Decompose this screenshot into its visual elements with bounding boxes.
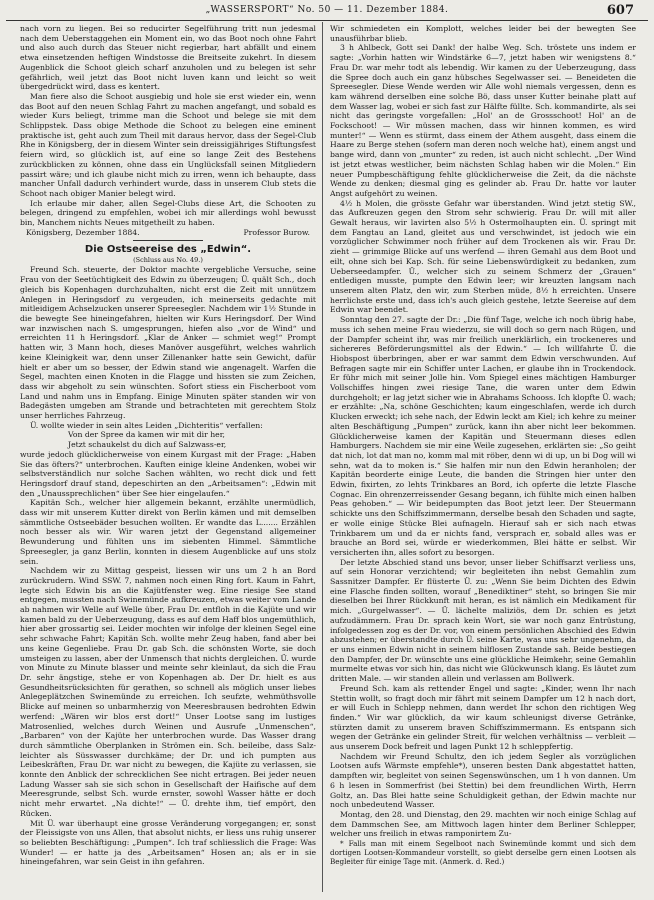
article-subtitle: (Schluss aus No. 49.): [133, 256, 203, 265]
story-paragraph: Kapitän Sch., welcher hier allgemein bekannt, erzählte unermüdlich, dass wir mit unserem Kutter direkt von Berlin kämen und mit demselben sämmtliche Ostseebäder besuchen wollten. Er wandte das L....... Erzählen noch besser als wir. Wir waren jetzt der Gegenstand allgemeiner Bewunderung und fühlten uns im siebenten Himmel. Sämmtliche Spreesegler, ja ganz Berlin, konnten in diesem Augenblicke auf uns stolz sein.: [20, 498, 316, 566]
article-title: Die Ostseereise des „Edwin“.: [84, 244, 252, 256]
section-divider: [133, 240, 203, 241]
story-paragraph: Freund Sch. steuerte, der Doktor machte vergebliche Versuche, seine Frau von der Seetüchtigkeit des Edwin zu überzeugen; Ü. quält Sch., doch gleich bis Kopenhagen durchzuhalten, nicht erst die Zeit mit unnützem Anlegen in Heringsdorf zu vergeuden, ich meinerseits gedachte mit mitleidigem Achselzucken unserer Spreesegler. Nachdem wir 1½ Stunde in die bewegte See hineingefahren, hielten wir Kurs Heringsdorf. Der Wind war inzwischen nach S. umgesprungen, hiefen also „vor de Wind“ und erreichten 11 h Heringsdorf. „Klar de Anker — schmiet weg!“ Prompt hatten wir, 3 Mann hoch, dieses Manöver ausgeführt, welches wahrlich keine Kleinigkeit war, denn unser Zillenanker hatte sein Gewicht, dafür hielt er aber um so besser, der Edwin stand wie angenagelt. Warfen die Segel, machten einen Knoten in die Flagge und hissten sie zum Zeichen, dass wir abgeholt zu sein wünschten. Sofort stiess ein Fischerboot vom Land und nahm uns in Empfang. Einige Minuten später standen wir von Badegästen umgeben am Strande und betrachteten mit gerechtem Stolz unser herrliches Fahrzeug.: [20, 265, 316, 421]
intro-paragraph: nach vorn zu liegen. Bei so reducirter Segelführung tritt nun jedesmal nach dem Ueberstaggehen ein Moment ein, wo das Boot noch ohne Fahrt und also auch durch das Steuer nicht regierbar, hart abfällt und einem etwa einsetzenden heftigen Windstosse die Breitseite zukehrt. In diesem Augenblick die Schoot gleich scharf anzuholen und zu belegen ist sehr gefährlich, weil jetzt das Boot nicht luven kann und leicht so weit übergedrückt wird, dass es kentert.: [20, 24, 316, 92]
page-number: 607: [606, 3, 634, 18]
story-paragraph: Montag, den 28. und Dienstag, den 29. machten wir noch einige Schlag auf dem Dammschen See, am Mittwoch lagen hinter dem Berliner Schlepper, welcher uns freilich in etwas ramponirtem Zu-: [330, 809, 636, 839]
story-paragraph: Ü. wollte wieder in sein altes Leiden „Dichteritis“ verfallen:: [30, 420, 263, 430]
publication-title: „WASSERSPORT“ No. 50 — 11. Dezember 1884.: [205, 5, 449, 15]
story-paragraph: wurde jedoch glücklicherweise von einem Kurgast mit der Frage: „Haben Sie das öfters?“ unterbrochen. Kauften einige kleine Andenken, wobei wir selbstverständlich nur solche Sachen wählten, wo recht dick und fett Heringsdorf drauf stand, depeschirten an den „Arbeitsamen“: „Edwin mit den „Unaussprechlichen“ über See hier eingelaufen.“: [20, 449, 316, 498]
story-paragraph: 4½ h Molen, die grösste Gefahr war überstanden. Wind jetzt stetig SW., das Aufkreuzen gegen den Strom sehr schwierig. Frau Dr. will mit aller Gewalt heraus, wir lavirten also 5½ h Ostermolhaupten ein. Ü. springt mit dem Fangtau an Land, gleitet aus und verschwindet, ist jedoch wie ein vorzüglicher Schwimmer noch früher auf dem Trockenen als wir. Frau Dr. zieht — grimmige Blicke auf uns werfend — ihren Gemahl aus dem Boot und eilt, ohne sich bei Kap. Sch. für seine Liebenswürdigkeit zu bedanken, zum Ueberseedampfer. Ü., welcher sich zu seinem Schmerz der „Grauen“ entledigen musste, pumpte den Edwin leer; wir kreuzten langsam nach unserem alten Platz, den wir, zum Sterben müde, 8½ h erreichten. Unsere herrlichste erste und, dass ich's auch gleich gestehe, letzte Seereise auf dem Edwin war beendet.: [330, 198, 636, 315]
signature-place: Königsberg, Dezember 1884.: [26, 227, 140, 237]
story-paragraph: Nachdem wir Freund Schultz, den ich jedem Segler als vorzüglichen Lootsen aufs Wärmste empfehle*), unseren besten Dank abgestattet hatten, dampften wir, begleitet von seinen Segenswünschen, um 1 h von dannen. Um 6 h lesen in Sommerfrist (bei Stettin) bei dem freundlichen Wirth, Herrn Goltz, an. Das Blei hatte seine Schuldigkeit gethan, der Edwin machte nur noch unbedeutend Wasser.: [330, 751, 636, 810]
signature-author: Professor Burow.: [243, 227, 310, 237]
intro-paragraph: Ich erlaube mir daher, allen Segel-Clubs diese Art, die Schooten zu belegen, dringend zu empfehlen, wobei ich mir allerdings wohl bewusst bin, Manchem nichts Neues mitgetheilt zu haben.: [20, 198, 316, 228]
footnote: * Falls man mit einem Segelboot nach Swinemünde kommt und sich dem dortigen Lootsen-Kommandeur vorstellt, so giebt derselbe gern einen Lootsen als Begleiter für einige Tage mit. (Anmerk. d. Red.): [330, 839, 636, 867]
right-column: [330, 24, 636, 894]
verse-line: Jetzt schaukelst du dich auf Salzwass-er,: [68, 440, 227, 450]
story-paragraph: Nachdem wir zu Mittag gespeist, liessen wir uns um 2 h an Bord zurückrudern. Wind SSW. 7, nahmen noch einen Ring fort. Kaum in Fahrt, legte sich Edwin bis an die Kajütfenster weg. Eine riesige See stand entgegen, mussten nach Swinemünde aufkreuzen, etwas weiter vom Lande ab nahmen wir Welle auf Welle über, Frau Dr. entfloh in die Kajüte und wir kamen bald zu der Ueberzeugung, dass es auf dem Haff blos ungemüthlich, hier aber grossartig sei. Leider mochten wir infolge der kleinen Segel eine sehr schwache Fahrt; Kapitän Sch. wollte mehr Zeug haben, fand aber bei uns keine Gegenliebe. Frau Dr. gab Sch. die schönsten Worte, sie doch umsteigen zu lassen, aber der Unmensch that nichts dergleichen. Ü. wurde von Minute zu Minute blasser und meinte sehr kleinlaut, da sich die Frau Dr. sehr ängstige, stehe er von Kopenhagen ab. Der Dr. hielt es aus Gesundheitsrücksichten für gerathen, so schnell als möglich unser liebes Anlegeplätzchen Swinemünde zu erreichen. Ich seufzte, wehmüthsvolle Blicke auf meinen so unbarmherzig von Meeresbrausen bedrohten Edwin werfend: „Wären wir blos erst dort!“ Unser Lootse sang im lustiges Matrosenlied, welches durch Weinen und Ausrufe „Unmenschen“, „Barbaren“ von der Kajüte her unterbrochen wurde. Das Wasser drang durch sämmtliche Oberplanken in Strömen ein. Sch. beileibe, dass Salz- leichter als Süsswasser durchkäme; der Dr. und ich pumpten aus Leibeskräften, Frau Dr. war nicht zu bewegen, die Kajüte zu verlassen, sie konnte den Anblick der schrecklichen See nicht ertragen. Bei jeder neuen Ladung Wasser sah sie sich schon in Gesellschaft der Haifische auf dem Meeresgrunde, selbst Sch. wurde ernster, sowohl Wasser hätte er doch nicht mehr erwartet. „Na dichte!“ — Ü. drehte ihm, tief empört, den Rücken.: [20, 566, 316, 818]
story-paragraph: Der letzte Abschied stand uns bevor, unser lieber Schiffsarzt verliess uns, auf sein Honorar verzichtend; wir begleiteten ihn nebst Gemahlin zum Sassnitzer Dampfer. Er flüsterte Ü. zu: „Wenn Sie beim Dichten des Edwin eine Flasche finden sollten, worauf „Benediktiner“ steht, so bringen Sie mir dieselben bei Ihrer Rückkunft mit heran, es ist nämlich ein Medikament für mich. „Gurgelwasser“. — Ü. lächelte maliziös, dem Dr. schien es jetzt aufzudämmern. Frau Dr. sprach kein Wort, sie war noch ganz Entrüstung, infolgedessen zog es der Dr. vor, von einem persönlichen Abschied des Edwin abzustehen; er überstandte durch Ü. seine Karte, was uns sehr ungenehm, da er uns einmen Edwin nicht in seinem hilflosen Zustande sah. Beide bestiegen den Dampfer, der Dr. wünschte uns eine glückliche Heimkehr, seine Gemahlin murmelte etwas vor sich hin, das nicht wie Glückwunsch klang. Es läutet zum dritten Male. — wir standen allein und verlassen am Bollwerk.: [330, 557, 636, 684]
signature-line: [20, 228, 316, 238]
story-paragraph: Wir schmiedeten ein Komplott, welches leider bei der bewegten See unausführbar blieb.: [330, 24, 636, 43]
story-paragraph: Mit Ü. war überhaupt eine grosse Veränderung vorgegangen; er, sonst der Fleissigste von uns Allen, that absolut nichts, er liess uns ruhig unserer so beliebten Beschäftigung: „Pumpen“. Ich traf schliesslich die Frage: Was Wunder! — er hatte ja des „Arbeitsamen“ Hosen an; als er in sie hineingefahren, war sein Geist in ihn gefahren.: [20, 818, 316, 867]
column-divider: [322, 22, 323, 892]
intro-paragraph: Man fiere also die Schoot ausgiebig und hole sie erst wieder ein, wenn das Boot auf den neuen Schlag Fahrt zu machen angefangt, und sobald es wieder Kurs beliegt, trimme man die Schoot und belege sie mit dem Schlippstek. Dass obige Methode die Schoot zu belegen eine eminent praktische ist, geht auch zum Theil mit daraus hervor, dass der Segel-Club Rhe in Königsberg, der in diesem Winter sein dreissigjähriges Stiftungsfest feiern wird, so glücklich ist, auf eine so lange Zeit des Bestehens zurückblicken zu können, ohne dass ein Unglücksfall seinen Mitgliedern passirt wäre; und ich glaube nicht mich zu irren, wenn ich behaupte, dass mancher Unfall dadurch verhindert wurde, dass in unserem Club stets die Schoot nach obiger Manier belegt wird.: [20, 91, 316, 198]
story-paragraph: 3 h Ahlbeck, Gott sei Dank! der halbe Weg. Sch. tröstete uns indem er sagte: „Vorhin hatten wir Windstärke 6—7, jetzt haben wir wenigstens 8.“ Frau Dr. war mehr todt als lebendig. Wir kamen zu der Ueberzeugung, dass die Spree doch auch ein ganz hübsches Segelwasser sei. — Beneideten die Spreesegler. Diese Wende werden wir Alle wohl niemals vergessen, denn es kam während derselben eine solche Bö, dass unser Kutter beinahe platt auf dem Wasser lag, wobei er sich fast zur Hälfte füllte. Sch. kommandirte, als sei nicht das geringste vorgefallen: „Hol' an de Grossschoot! Hol' an de Fockschoot! — Wir müssen machen, dass wir hinnen kommen, es wird munter!“ — Wenn es stürmt, dass einem der Athem ausgeht, dass einem die Haare zu Berge stehen (sofern man deren noch welche hat), einem angst und bange wird, dann von „munter“ zu reden, ist auch nicht schlecht. „Der Wind ist jetzt etwas westlicher, beim nächsten Schlag haben wir die Molen.“ Ein neuer Pumpbeschäftigung fehlte glücklicherweise die Zeit, da die nächste Wende zu denken; diesmal ging es gelinder ab. Frau Dr. hatte vor lauter Angst aufgehört zu weinen.: [330, 43, 636, 198]
page-header: [6, 4, 648, 21]
story-paragraph: Freund Sch. kam als rettender Engel und sagte: „Kinder, wenn Ihr nach Stettin wollt, so fragt doch mir fährt mit seinem Dampfer um 12 h nach dort, er will Euch in Schlepp nehmen, dann werdet Ihr schon den richtigen Weg finden.“ Wir war glücklich, da wir kaum schleunigst diverse Getränke, stürzten damit zu unserem braven Schiffszimmermann. Es entspann sich wegen der Getränke ein gelinder Streit, für welchen verhältniss — verbleit — aus unserem Dock befreit und lagen Punkt 12 h schleppfertig.: [330, 683, 636, 752]
left-column: [20, 24, 316, 894]
verse-line: Von der Spree da kamen wir mit dir her,: [68, 430, 225, 440]
story-paragraph: Sonntag den 27. sagte der Dr.: „Die fünf Tage, welche ich noch übrig habe, muss ich sehen meine Frau wiederzu, sie will doch so gern nach Rügen, und der Dampfer scheint ihr, was mir freilich unerklärlich, ein trockeneres und sichereres Beförderungsmittel als der Edwin.“ — Ich willfahrte Ü. die Hiobspost überbringen, aber er war sammt dem Edwin verschwunden. Auf Befragen sagte mir ein Schiffer unter Lachen, er glaube ihn in Trockendock. Er führ mich mit seiner Jolle hin. Vom Spiegel eines mächtigen Hamburger Vollschiffes hingen zwei riesige Tane, die waren unter dem Edwin durchgeholt; er lag jetzt sicher wie in Abrahams Schooss. Ich klopfte Ü. wach; er erzählte: „Na, schöne Geschichten; kaum eingeschlafen, werde ich durch Klucken erweckt; ich sehe nach, der Edwin leckt am Kiel; ich kehre zu meiner alten Beschäftigung „Pumpen“ zurück, kann ihn aber nicht leer bekommen. Glücklicherweise kamen der Kapitän und Steuermann dieses edlen Hamburgers. Nachdem sie mir eine Weile zugesehen, erklärten sie: „So geiht dat nich, lot dat man no, komm mal mit röber, denn wi di up, un bi Dog will wi sehn, wat da to moken is.“ Sie halfen mir nun den Edwin heranholen; der Kapitän beorderte einige Leute, die banden die Stringen hier unter den Edwin, fixirten, zo lehts Trinkbares an Bord, ich opferte die letzte Flasche Cognac. Ein ohrenzerreissender Gesang begann, ich fühlte mich einen halben Peas gehoben.“ — Wir beidepumpten das Boot jetzt leer. Der Steuermann schickte uns den Schiffszimmermann, derselbe besah den Schaden und sagte, er wolle einige Stücke Blei aufnageln. Hierauf sah er sich nach etwas Trinkbarem um und da er nichts fand, versprach er, sobald alles was er brauche an Bord sei, würde er wiederkommen, Blei hätte er selbst. Wir versicherten ihn, alles sofort zu besorgen.: [330, 315, 636, 557]
